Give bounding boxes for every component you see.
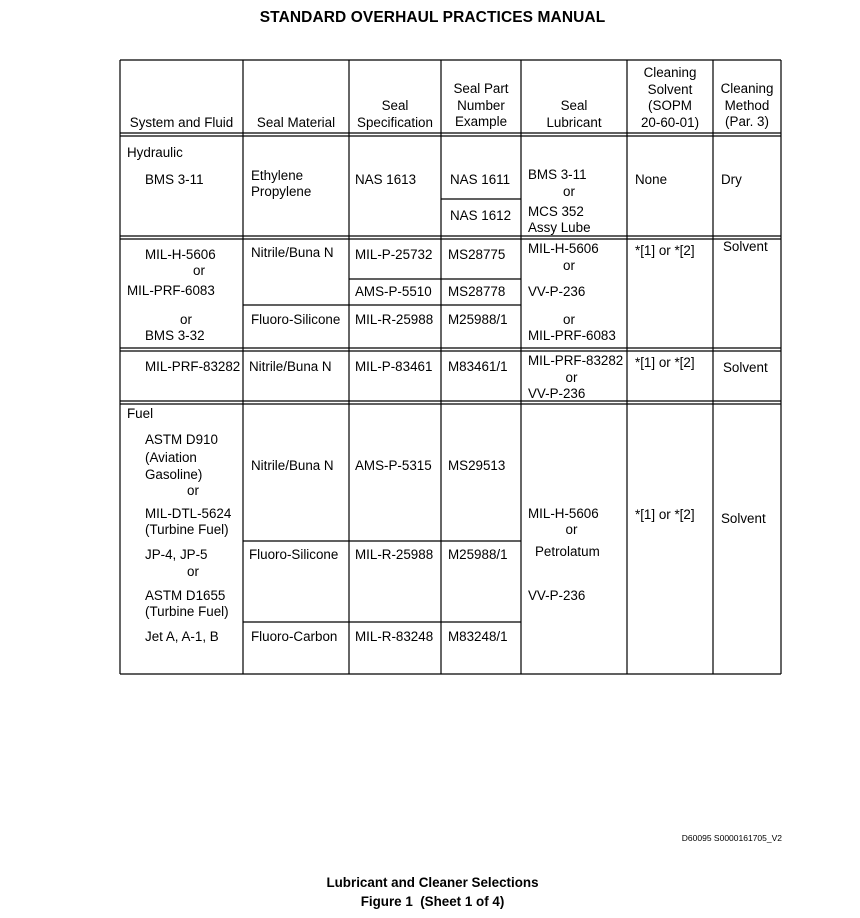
- fuel-group-label: Fuel: [127, 406, 154, 421]
- mil5606-spec-1: MIL-P-25732: [355, 247, 433, 262]
- header-solvent: Cleaning Solvent (SOPM 20-60-01): [640, 65, 700, 130]
- fuel-lube-4: VV-P-236: [528, 588, 586, 603]
- hydraulic-material-1: Ethylene: [251, 168, 304, 183]
- mil83282-fluid: MIL-PRF-83282: [145, 359, 241, 374]
- header-method: Cleaning Method (Par. 3): [720, 81, 774, 129]
- fuel-fluid-3: Gasoline): [145, 467, 203, 482]
- hydraulic-fluid: BMS 3-11: [145, 172, 204, 187]
- mil5606-lube-2: or: [563, 258, 575, 273]
- mil83282-lube-1: MIL-PRF-83282: [528, 353, 624, 368]
- fuel-material-2: Fluoro-Silicone: [249, 547, 339, 562]
- fuel-fluid-5: MIL-DTL-5624: [145, 506, 232, 521]
- header-spec: Seal Specification: [357, 98, 433, 130]
- hydraulic-lube-2: or: [563, 184, 575, 199]
- fuel-fluid-9: ASTM D1655: [145, 588, 226, 603]
- fuel-fluid-10: (Turbine Fuel): [145, 604, 229, 619]
- header-system: System and Fluid: [129, 115, 234, 130]
- mil5606-lube-3: VV-P-236: [528, 284, 586, 299]
- hydraulic-part-1: NAS 1611: [450, 172, 511, 187]
- hydraulic-solvent: None: [635, 172, 668, 187]
- mil5606-fluid-1: MIL-H-5606: [145, 247, 216, 262]
- page-title: STANDARD OVERHAUL PRACTICES MANUAL: [259, 9, 606, 26]
- header-part: Seal Part Number Example: [453, 81, 509, 129]
- fuel-fluid-7: JP-4, JP-5: [145, 547, 208, 562]
- hydraulic-lube-1: BMS 3-11: [528, 167, 587, 182]
- mil5606-part-1: MS28775: [448, 247, 506, 262]
- fuel-fluid-2: (Aviation: [145, 450, 197, 465]
- mil5606-fluid-5: BMS 3-32: [145, 328, 205, 343]
- mil83282-part: M83461/1: [448, 359, 508, 374]
- mil5606-fluid-4: or: [180, 312, 192, 327]
- fuel-solvent: *[1] or *[2]: [635, 507, 695, 522]
- mil5606-solvent: *[1] or *[2]: [635, 243, 695, 258]
- mil5606-lube-1: MIL-H-5606: [528, 241, 599, 256]
- mil5606-spec-2: AMS-P-5510: [355, 284, 432, 299]
- mil83282-lube-3: VV-P-236: [528, 386, 586, 401]
- mil5606-part-3: M25988/1: [448, 312, 508, 327]
- fuel-material-3: Fluoro-Carbon: [251, 629, 338, 644]
- mil83282-material: Nitrile/Buna N: [249, 359, 332, 374]
- mil5606-fluid-2: or: [193, 263, 205, 278]
- fuel-fluid-1: ASTM D910: [145, 432, 218, 447]
- mil5606-fluid-3: MIL-PRF-6083: [127, 283, 215, 298]
- fuel-fluid-8: or: [187, 564, 199, 579]
- fuel-fluid-6: (Turbine Fuel): [145, 522, 229, 537]
- mil83282-lube-2: or: [565, 370, 578, 385]
- mil5606-material-2: Fluoro-Silicone: [251, 312, 341, 327]
- hydraulic-lube-3: MCS 352: [528, 204, 584, 219]
- fuel-lube-1: MIL-H-5606: [528, 506, 599, 521]
- fuel-part-3: M83248/1: [448, 629, 508, 644]
- hydraulic-spec: NAS 1613: [355, 172, 417, 187]
- hydraulic-part-2: NAS 1612: [450, 208, 512, 223]
- hydraulic-group-label: Hydraulic: [127, 145, 183, 160]
- mil5606-material-1: Nitrile/Buna N: [251, 245, 334, 260]
- figure-caption-sheet: Figure 1 (Sheet 1 of 4): [360, 894, 505, 909]
- mil83282-spec: MIL-P-83461: [355, 359, 433, 374]
- mil5606-part-2: MS28778: [448, 284, 506, 299]
- header-lube: Seal Lubricant: [546, 98, 602, 130]
- header-material: Seal Material: [256, 115, 336, 130]
- figure-caption-title: Lubricant and Cleaner Selections: [326, 875, 539, 890]
- mil5606-lube-5: MIL-PRF-6083: [528, 328, 616, 343]
- fuel-part-2: M25988/1: [448, 547, 508, 562]
- fuel-spec-3: MIL-R-83248: [355, 629, 434, 644]
- mil5606-lube-4: or: [563, 312, 575, 327]
- fuel-part-1: MS29513: [448, 458, 506, 473]
- document-id: D60095 S0000161705_V2: [681, 833, 782, 843]
- mil5606-method: Solvent: [723, 239, 768, 254]
- fuel-fluid-11: Jet A, A-1, B: [145, 629, 219, 644]
- hydraulic-material-2: Propylene: [251, 184, 312, 199]
- fuel-material-1: Nitrile/Buna N: [251, 458, 334, 473]
- fuel-lube-3: Petrolatum: [535, 544, 600, 559]
- fuel-fluid-4: or: [187, 483, 199, 498]
- fuel-spec-2: MIL-R-25988: [355, 547, 434, 562]
- fuel-spec-1: AMS-P-5315: [355, 458, 432, 473]
- fuel-method: Solvent: [721, 511, 766, 526]
- hydraulic-method: Dry: [721, 172, 742, 187]
- mil83282-method: Solvent: [723, 360, 768, 375]
- hydraulic-lube-4: Assy Lube: [528, 220, 591, 235]
- mil5606-spec-3: MIL-R-25988: [355, 312, 434, 327]
- fuel-lube-2: or: [565, 522, 578, 537]
- mil83282-solvent: *[1] or *[2]: [635, 355, 695, 370]
